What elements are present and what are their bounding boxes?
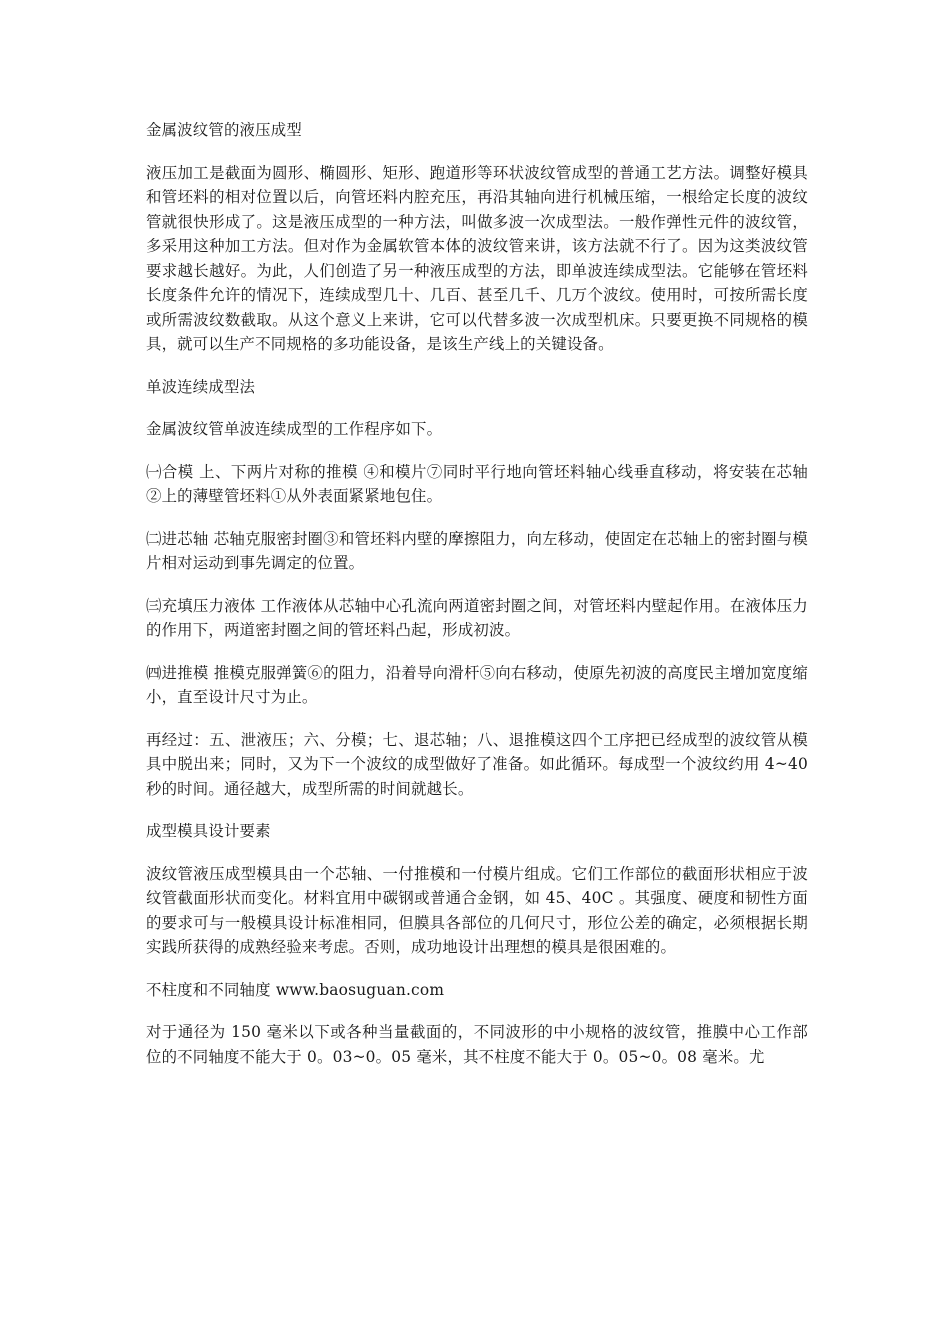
document-title: 金属波纹管的液压成型 [146,121,302,139]
paragraph-step-2: ㈡进芯轴 芯轴克服密封圈③和管坯料内壁的摩擦阻力，向左移动，使固定在芯轴上的密封圈与模片相对运动到事先调定的位置。 [146,529,808,572]
paragraph-procedure-intro: 金属波纹管单波连续成型的工作程序如下。 [146,420,443,438]
paragraph-intro: 液压加工是截面为圆形、椭圆形、矩形、跑道形等环状波纹管成型的普通工艺方法。调整好模具和管坯料的相对位置以后，向管坯料内腔充压，再沿其轴向进行机械压缩，一根给定长度的波纹管就很快形成了。这是液压成型的一种方法，叫做多波一次成型法。一般作弹性元件的波纹管，多采用这种加工方法。但对作为金属软管本体的波纹管来讲，该方法就不行了。因为这类波纹管要求越长越好。为此，人们创造了另一种液压成型的方法，即单波连续成型法。它能够在管坯料长度条件允许的情况下，连续成型几十、几百、甚至几千、几万个波纹。使用时，可按所需长度或所需波纹数截取。从这个意义上来讲，它可以代替多波一次成型机床。只要更换不同规格的模具，就可以生产不同规格的多功能设备，是该生产线上的关键设备。 [146,163,808,353]
paragraph-step-1: ㈠合模 上、下两片对称的推模 ④和模片⑦同时平行地向管坯料轴心线垂直移动，将安装在芯轴②上的薄壁管坯料①从外表面紧紧地包住。 [146,462,808,505]
section-heading-mold-design: 成型模具设计要素 [146,822,271,840]
paragraph-step-3: ㈢充填压力液体 工作液体从芯轴中心孔流向两道密封圈之间，对管坯料内壁起作用。在液体压力的作用下，两道密封圈之间的管坯料凸起，形成初波。 [146,596,808,639]
paragraph-coaxiality: 对于通径为 150 毫米以下或各种当量截面的，不同波形的中小规格的波纹管，推膜中心工作部位的不同轴度不能大于 0。03~0。05 毫米，其不柱度不能大于 0。05~0。08 毫米。尤 [146,1023,808,1066]
section-heading-single-wave: 单波连续成型法 [146,377,256,396]
section-heading-coaxiality: 不柱度和不同轴度 www.baosuguan.com [146,980,445,999]
paragraph-step-4: ㈣进推模 推模克服弹簧⑥的阻力，沿着导向滑杆⑤向右移动，使原先初波的高度民主增加宽度缩小，直至设计尺寸为止。 [146,663,808,706]
paragraph-mold-design: 波纹管液压成型模具由一个芯轴、一付推模和一付模片组成。它们工作部位的截面形状相应于波纹管截面形状而变化。材料宜用中碳钢或普通合金钢，如 45、40C 。其强度、硬度和韧性方面的要求可与一般模具设计标准相同，但膜具各部位的几何尺寸，形位公差的确定，必须根据长期实践所获得的成熟经验来考虑。否则，成功地设计出理想的模具是很困难的。 [146,864,808,956]
paragraph-remaining-steps: 再经过：五、泄液压；六、分模；七、退芯轴；八、退推模这四个工序把已经成型的波纹管从模具中脱出来；同时，又为下一个波纹的成型做好了准备。如此循环。每成型一个波纹约用 4~40 秒的时间。通径越大，成型所需的时间就越长。 [146,730,808,798]
document-body [146,118,808,1087]
